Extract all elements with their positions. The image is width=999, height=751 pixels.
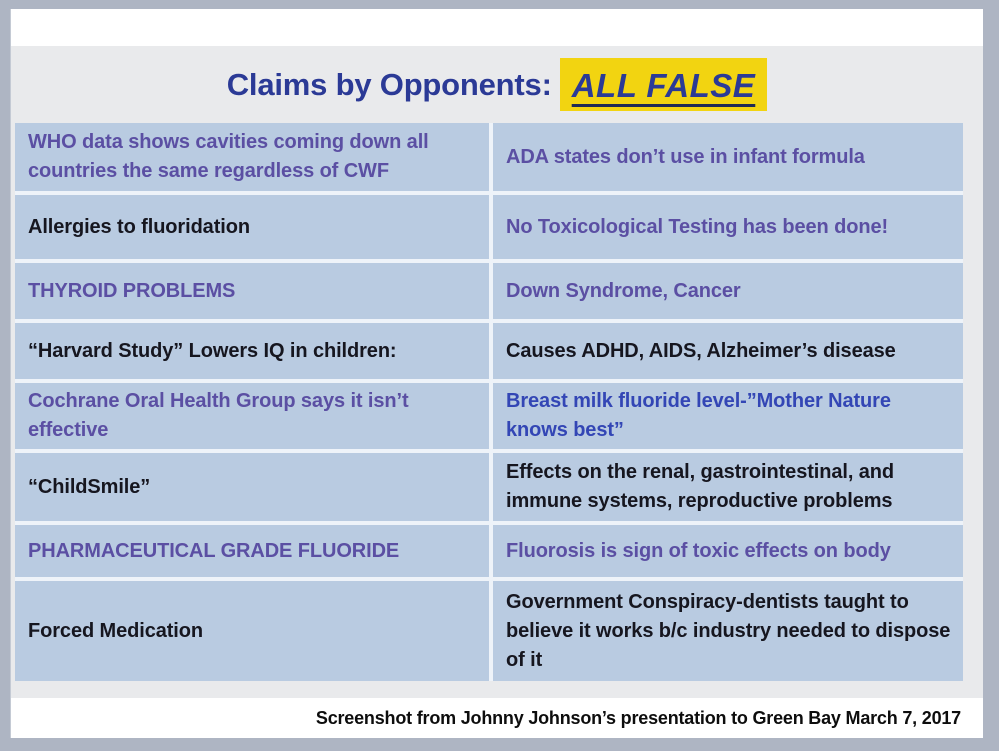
claims-table: [15, 123, 963, 681]
title-highlight-all-false: ALL FALSE: [560, 58, 768, 111]
table-cell-left-row-7: [15, 525, 489, 577]
claim-text: ADA states don’t use in infant formula: [506, 145, 865, 168]
table-cell-left-row-2: [15, 195, 489, 259]
claim-text: Allergies to fluoridation: [28, 215, 250, 238]
claim-text: WHO data shows cavities coming down all countries the same regardless of CWF: [28, 131, 429, 182]
claim-text: “ChildSmile”: [28, 475, 151, 498]
slide-title: [11, 46, 983, 123]
slide-window: [10, 9, 983, 738]
table-cell-right-row-6: [493, 453, 963, 521]
claim-text: “Harvard Study” Lowers IQ in children:: [28, 339, 397, 362]
table-cell-right-row-1: [493, 123, 963, 191]
table-cell-left-row-4: [15, 323, 489, 379]
table-cell-left-row-3: [15, 263, 489, 319]
table-cell-left-row-5: [15, 383, 489, 449]
title-text: Claims by Opponents:: [226, 66, 552, 102]
claim-text: Breast milk fluoride level-”Mother Nature knows best”: [506, 390, 891, 441]
claim-text: THYROID PROBLEMS: [28, 279, 236, 302]
top-white-strip: [11, 9, 983, 46]
caption-bar: [11, 698, 983, 738]
claim-text: Causes ADHD, AIDS, Alzheimer’s disease: [506, 339, 896, 362]
claim-text: Forced Medication: [28, 619, 203, 642]
table-cell-right-row-7: [493, 525, 963, 577]
table-cell-left-row-8: [15, 581, 489, 681]
table-cell-left-row-6: [15, 453, 489, 521]
table-cell-right-row-3: [493, 263, 963, 319]
claim-text: Fluorosis is sign of toxic effects on body: [506, 539, 891, 562]
slide-area: [11, 46, 983, 698]
table-cell-right-row-5: [493, 383, 963, 449]
claim-text: Cochrane Oral Health Group says it isn’t effective: [28, 390, 409, 441]
caption-text: Screenshot from Johnny Johnson’s presentation to Green Bay March 7, 2017: [315, 707, 961, 728]
claim-text: Effects on the renal, gastrointestinal, and immune systems, reproductive problems: [506, 461, 894, 512]
claim-text: PHARMACEUTICAL GRADE FLUORIDE: [28, 539, 400, 562]
table-cell-right-row-2: [493, 195, 963, 259]
table-cell-right-row-4: [493, 323, 963, 379]
claim-text: Government Conspiracy-dentists taught to believe it works b/c industry needed to dispose of it: [506, 590, 951, 671]
claim-text: Down Syndrome, Cancer: [506, 279, 741, 302]
claim-text: No Toxicological Testing has been done!: [506, 215, 889, 238]
table-cell-left-row-1: [15, 123, 489, 191]
table-cell-right-row-8: [493, 581, 963, 681]
